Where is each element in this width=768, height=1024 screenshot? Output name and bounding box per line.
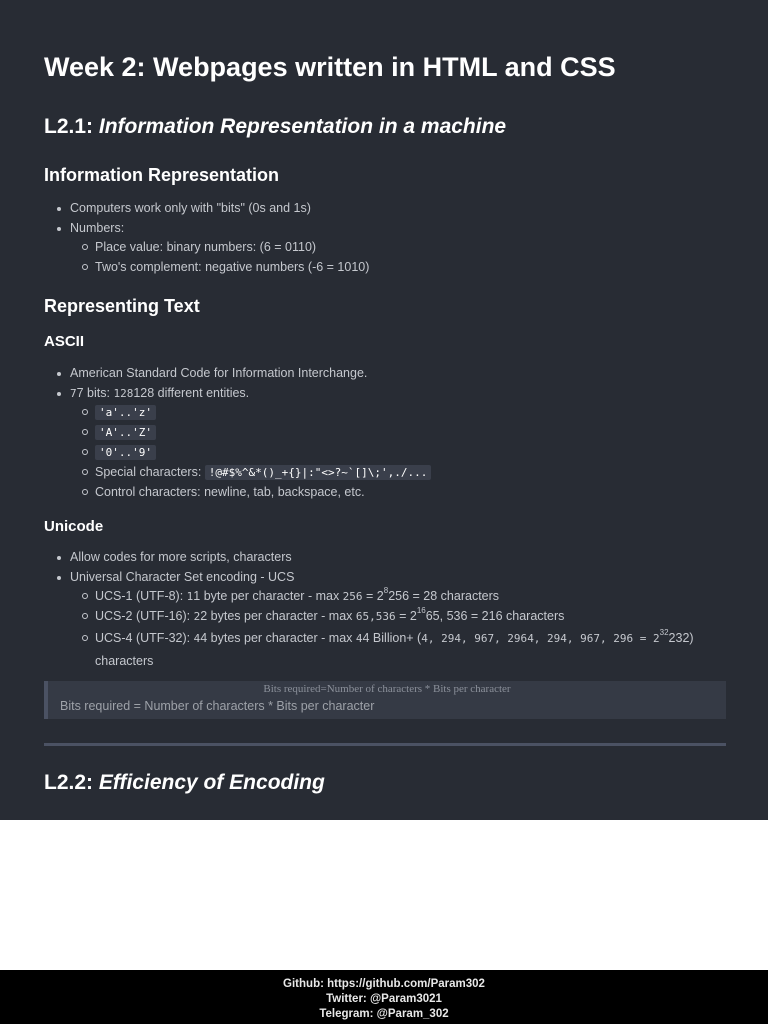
list-text: 4 Billion+ ( (362, 631, 422, 645)
math-value: 4 (355, 632, 363, 645)
heading-unicode: Unicode (44, 518, 104, 535)
footer-twitter: Twitter: @Param3021 (326, 993, 442, 1005)
list-text: 128 different entities. (133, 386, 250, 400)
math-value: 4, 294, 967, 296 (421, 632, 528, 645)
list-item (95, 425, 156, 439)
list-text: = 2 (395, 609, 417, 623)
inline-code: 'A'..'Z' (95, 425, 156, 440)
formula-text: Bits required = Number of characters * Bits per character (60, 699, 375, 713)
list-item (95, 405, 156, 419)
list-item (95, 445, 156, 459)
list-text: Special characters: (95, 465, 205, 479)
horizontal-divider (44, 743, 726, 746)
math-value: 256 (342, 590, 363, 603)
formula-blockquote (44, 681, 726, 719)
list-text: UCS-4 (UTF-32): (95, 631, 194, 645)
heading-representing-text: Representing Text (44, 296, 200, 316)
list-item (95, 586, 500, 603)
page-title: Week 2: Webpages written in HTML and CSS (44, 52, 616, 82)
section-heading-l21 (44, 115, 506, 139)
heading-ascii: ASCII (44, 333, 85, 350)
list-text: 7 bits: (76, 386, 114, 400)
section-heading-l22 (44, 771, 325, 795)
list-item: Control characters: newline, tab, backspace, etc. (95, 485, 365, 499)
list-text: 4 bytes per character - max (200, 631, 356, 645)
math-value: 7 (70, 387, 77, 400)
inline-code: 'a'..'z' (95, 405, 156, 420)
list-item (95, 606, 565, 623)
list-item (70, 386, 249, 400)
section-prefix: L2.2: (44, 771, 94, 794)
list-item (95, 628, 694, 645)
list-text: UCS-1 (UTF-8): (95, 589, 187, 603)
inline-code: '0'..'9' (95, 445, 156, 460)
list-item: Place value: binary numbers: (6 = 0110) (95, 240, 317, 254)
section-prefix: L2.1: (44, 115, 94, 138)
superscript: 32 (659, 628, 669, 637)
footer-github: Github: https://github.com/Param302 (283, 978, 485, 990)
list-text: = 2 (362, 589, 384, 603)
superscript: 8 (383, 586, 389, 595)
math-value: 4, 294, 967, 296 = 2 (527, 632, 660, 645)
math-value: 4 (193, 632, 201, 645)
list-item-continuation: characters (95, 654, 154, 668)
list-item: Computers work only with "bits" (0s and 1s) (70, 201, 311, 215)
list-text: 256 = 28 characters (388, 589, 500, 603)
formula-rendered: Bits required=Number of characters * Bits per character (263, 683, 511, 695)
list-item: Two's complement: negative numbers (-6 = 1010) (95, 260, 370, 274)
math-value: 1 (186, 590, 194, 603)
list-text: 65, 536 = 216 characters (425, 609, 565, 623)
section-title: Information Representation in a machine (98, 115, 507, 138)
list-item: Numbers: (70, 221, 125, 235)
math-value: 2 (193, 610, 201, 623)
list-item: American Standard Code for Information Interchange. (70, 366, 368, 380)
list-text: 1 byte per character - max (193, 589, 343, 603)
section-title: Efficiency of Encoding (98, 771, 325, 794)
math-value: 65,536 (355, 610, 396, 623)
superscript: 16 (416, 606, 426, 615)
list-text: 232) (668, 631, 694, 645)
footer (0, 970, 768, 1024)
list-text: UCS-2 (UTF-16): (95, 609, 194, 623)
footer-telegram: Telegram: @Param_302 (319, 1008, 449, 1020)
heading-information-representation: Information Representation (44, 165, 280, 185)
list-text: 2 bytes per character - max (200, 609, 356, 623)
list-item: Allow codes for more scripts, characters (70, 550, 292, 564)
list-item: Universal Character Set encoding - UCS (70, 570, 295, 584)
math-value: 128 (113, 387, 134, 400)
inline-code: !@#$%^&*()_+{}|:"<>?~`[]\;',./... (205, 465, 432, 480)
list-item (95, 465, 431, 479)
